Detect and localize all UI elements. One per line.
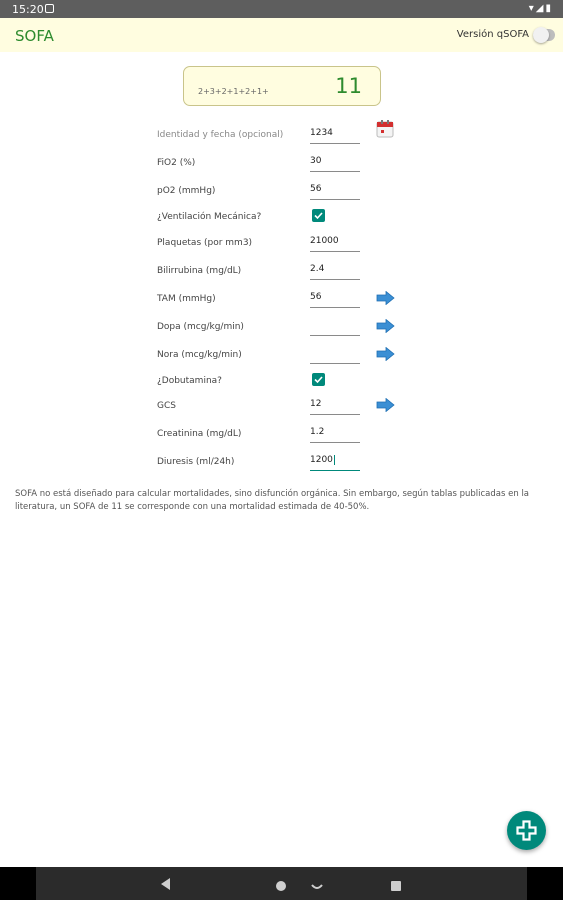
arrow-right-icon[interactable] <box>376 318 395 337</box>
ventilation-label: ¿Ventilación Mecánica? <box>157 212 262 222</box>
po2-input[interactable]: 56 <box>310 180 360 200</box>
row-dobutamine <box>157 370 397 392</box>
bilirubin-input[interactable]: 2.4 <box>310 260 360 280</box>
tam-input[interactable]: 56 <box>310 288 360 308</box>
platelets-label: Plaquetas (por mm3) <box>157 238 253 248</box>
row-identity <box>157 124 397 146</box>
row-creatinine <box>157 423 397 445</box>
row-nora <box>157 344 397 366</box>
dobutamine-checkbox[interactable] <box>312 373 325 386</box>
row-fio2 <box>157 152 397 174</box>
text-caret <box>334 455 335 465</box>
ventilation-checkbox[interactable] <box>312 209 325 222</box>
add-cross-icon <box>516 820 537 841</box>
diuresis-value: 1200 <box>310 455 333 465</box>
identity-label: Identidad y fecha (opcional) <box>157 130 284 140</box>
score-formula: 2+3+2+1+2+1+ <box>198 87 269 96</box>
recents-icon[interactable] <box>390 877 402 896</box>
assistant-icon[interactable] <box>311 877 323 896</box>
arrow-right-icon[interactable] <box>376 290 395 309</box>
po2-label: pO2 (mmHg) <box>157 186 216 196</box>
score-box <box>183 66 381 106</box>
navigation-bar-inner <box>36 867 527 900</box>
diuresis-label: Diuresis (ml/24h) <box>157 457 235 467</box>
creatinine-label: Creatinina (mg/dL) <box>157 429 242 439</box>
add-button[interactable] <box>507 811 546 850</box>
app-title: SOFA <box>15 27 54 45</box>
status-icons: ▾◢▮ <box>528 3 553 14</box>
nora-label: Nora (mcg/kg/min) <box>157 350 242 360</box>
dobutamine-label: ¿Dobutamina? <box>157 376 222 386</box>
notification-icon <box>45 4 54 13</box>
qsofa-toggle-label: Versión qSOFA <box>456 29 529 40</box>
row-platelets <box>157 232 397 254</box>
identity-input[interactable]: 1234 <box>310 124 360 144</box>
arrow-right-icon[interactable] <box>376 397 395 416</box>
back-icon[interactable] <box>159 876 173 895</box>
dopa-label: Dopa (mcg/kg/min) <box>157 322 244 332</box>
home-icon[interactable] <box>275 877 287 896</box>
diuresis-input[interactable] <box>310 451 360 471</box>
row-bilirubin <box>157 260 397 282</box>
qsofa-switch[interactable] <box>533 29 555 41</box>
row-po2 <box>157 180 397 202</box>
tam-label: TAM (mmHg) <box>157 294 216 304</box>
gcs-label: GCS <box>157 401 176 411</box>
row-ventilation <box>157 206 397 228</box>
fio2-label: FiO2 (%) <box>157 158 196 168</box>
arrow-right-icon[interactable] <box>376 346 395 365</box>
status-time: 15:20 <box>12 3 44 16</box>
app-bar <box>0 18 563 52</box>
calendar-icon[interactable] <box>376 120 394 142</box>
dopa-input[interactable] <box>310 316 360 336</box>
row-diuresis <box>157 451 397 473</box>
bilirubin-label: Bilirrubina (mg/dL) <box>157 266 242 276</box>
mortality-note: SOFA no está diseñado para calcular mortalidades, sino disfunción orgánica. Sin embargo, según tablas publicadas en la literatura, un SOFA de 11 se corresponde con una mortalidad estimada de 40-50%. <box>15 489 530 512</box>
creatinine-input[interactable]: 1.2 <box>310 423 360 443</box>
row-tam <box>157 288 397 310</box>
switch-knob <box>533 27 549 43</box>
row-dopa <box>157 316 397 338</box>
score-total: 11 <box>335 74 362 98</box>
status-bar <box>0 0 563 18</box>
fio2-input[interactable]: 30 <box>310 152 360 172</box>
nora-input[interactable] <box>310 344 360 364</box>
gcs-input[interactable]: 12 <box>310 395 360 415</box>
platelets-input[interactable]: 21000 <box>310 232 360 252</box>
row-gcs <box>157 395 397 417</box>
navigation-bar <box>0 867 563 900</box>
